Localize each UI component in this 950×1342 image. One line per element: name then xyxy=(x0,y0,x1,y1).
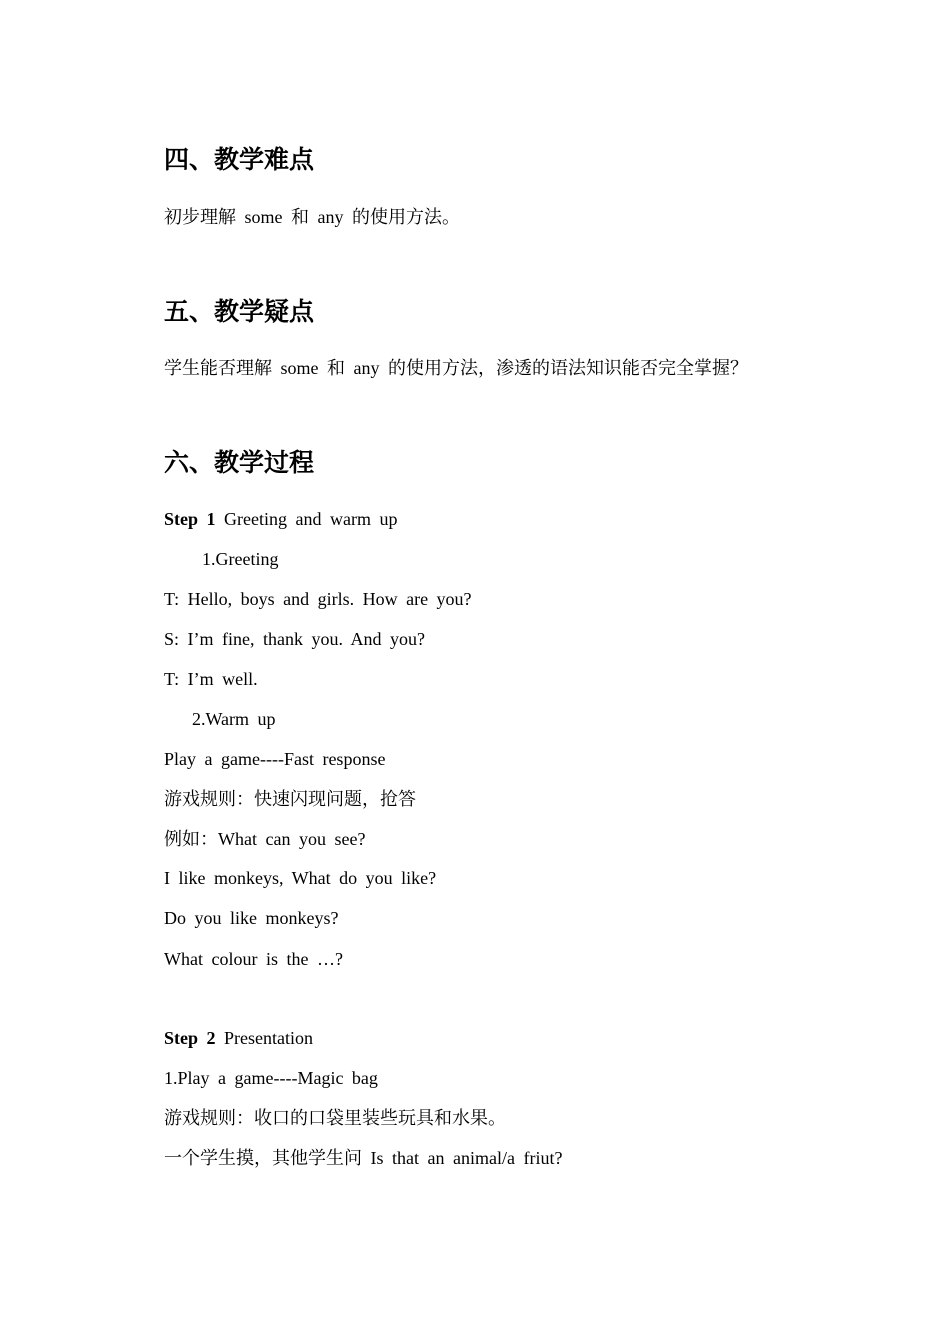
step1-sub-greeting: 1.Greeting xyxy=(202,549,279,569)
heading-teaching-difficulty: 四、教学难点 xyxy=(164,145,315,174)
doubts-text: 学生能否理解 some 和 any 的使用方法，渗透的语法知识能否完全掌握？ xyxy=(164,358,748,378)
game-line: Do you like monkeys? xyxy=(164,908,339,928)
presentation-line: 1.Play a game----Magic bag xyxy=(164,1068,378,1088)
game-line: 游戏规则：快速闪现问题，抢答 xyxy=(164,789,416,809)
dialog-line: S: I’m fine, thank you. And you? xyxy=(164,629,425,649)
dialog-line: T: Hello, boys and girls. How are you? xyxy=(164,589,472,609)
heading-teaching-process: 六、教学过程 xyxy=(164,448,315,477)
step2-title: Presentation xyxy=(224,1028,313,1048)
heading-teaching-doubts: 五、教学疑点 xyxy=(164,297,315,326)
step1-heading xyxy=(164,507,397,531)
step2-label: Step 2 xyxy=(164,1028,216,1048)
difficulty-text: 初步理解 some 和 any 的使用方法。 xyxy=(164,207,460,227)
step1-sub-warmup: 2.Warm up xyxy=(192,709,276,729)
step1-title: Greeting and warm up xyxy=(224,509,398,529)
presentation-line: 一个学生摸，其他学生问 Is that an animal/a friut? xyxy=(164,1148,563,1168)
game-line: I like monkeys, What do you like? xyxy=(164,868,437,888)
game-line: 例如：What can you see? xyxy=(164,829,366,849)
game-line: Play a game----Fast response xyxy=(164,749,386,769)
dialog-line: T: I’m well. xyxy=(164,669,258,689)
step1-label: Step 1 xyxy=(164,509,216,529)
presentation-line: 游戏规则：收口的口袋里装些玩具和水果。 xyxy=(164,1108,506,1128)
step2-heading xyxy=(164,1026,313,1050)
game-line: What colour is the …? xyxy=(164,949,343,969)
